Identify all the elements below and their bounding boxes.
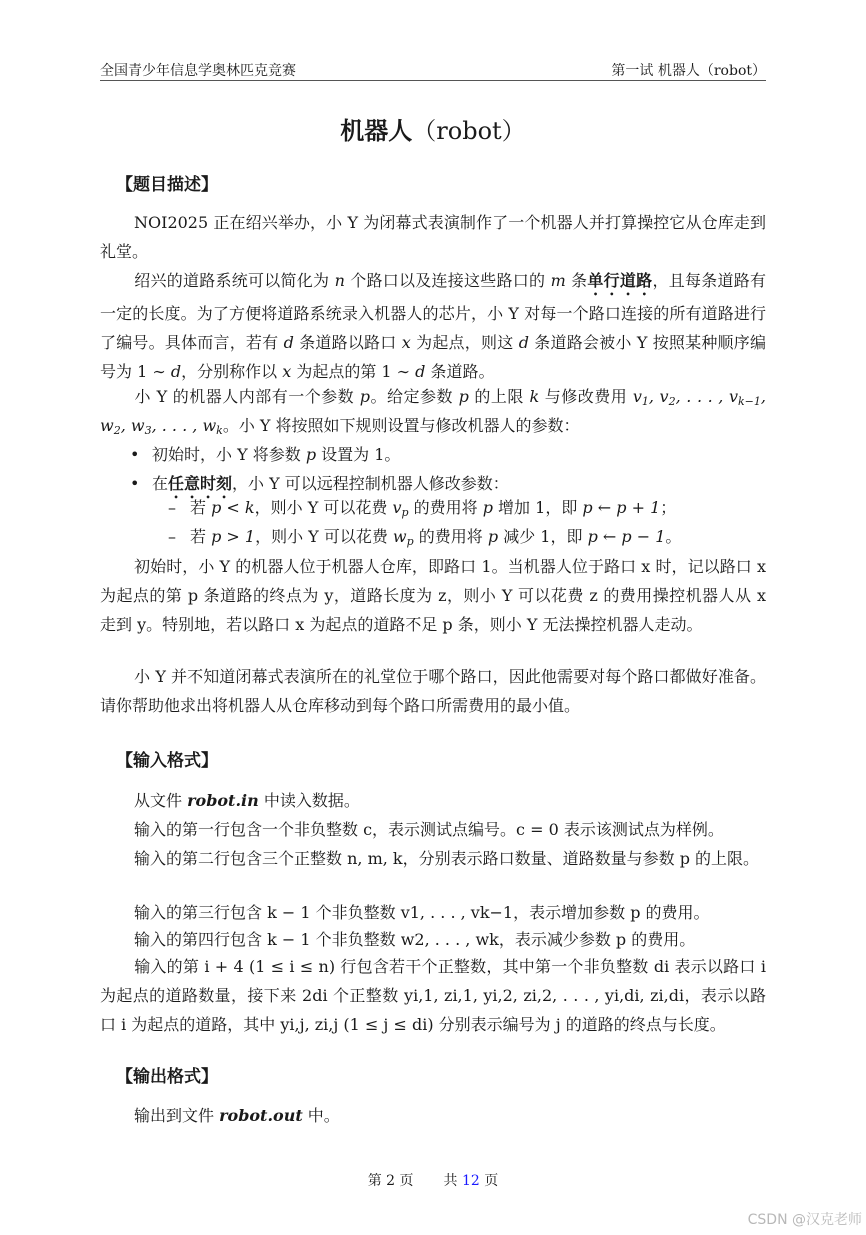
list-item: • 在任意时刻，小 Y 可以远程控制机器人修改参数：	[130, 474, 509, 493]
title-chinese: 机器人	[340, 116, 413, 145]
header-contest-name: 全国青少年信息学奥林匹克竞赛	[100, 63, 296, 79]
csdn-watermark: CSDN @汉克老师	[747, 1212, 862, 1228]
input-line-1: 从文件 robot.in 中读入数据。	[134, 791, 360, 810]
description-paragraph-4: 初始时，小 Y 的机器人位于机器人仓库，即路口 1。当机器人位于路口 x 时，记以路口 x 为起点的第 p 条道路的终点为 y，道路长度为 z，则小 Y 可以花费 z 的费用操控机器人从 x 走到 y。特别地，若以路口 x 为起点的道路不足 p 条，则小 Y 无法操控机器人走动。	[100, 557, 766, 634]
total-pages-link[interactable]: 12	[462, 1173, 480, 1189]
input-line-3: 输入的第二行包含三个正整数 n, m, k，分别表示路口数量、道路数量与参数 p 的上限。	[134, 849, 760, 868]
current-page-number: 2	[386, 1173, 396, 1189]
emphasis-any-time: 任意时刻	[168, 474, 233, 493]
section-heading-description: 【题目描述】	[116, 175, 218, 195]
page-footer: 第 2 页 共 12 页	[367, 1173, 499, 1189]
output-filename: robot.out	[219, 1106, 303, 1125]
rules-sublist	[168, 493, 766, 551]
emphasis-one-way-roads: 单行道路	[587, 271, 653, 290]
list-item: – 若 p > 1，则小 Y 可以花费 $w_p$ 的费用将 p 减少 1，即 p ← p − 1。	[168, 527, 682, 548]
description-paragraph-5: 小 Y 并不知道闭幕式表演所在的礼堂位于哪个路口，因此他需要对每个路口都做好准备。请你帮助他求出将机器人从仓库移动到每个路口所需费用的最小值。	[100, 667, 766, 715]
section-heading-output: 【输出格式】	[116, 1067, 218, 1087]
header-problem-name: 第一试 机器人（robot）	[611, 63, 766, 79]
description-paragraph-2: 绍兴的道路系统可以简化为 n 个路口以及连接这些路口的 m 条单行道路，且每条道路有一定的长度。为了方便将道路系统录入机器人的芯片，小 Y 对每一个路口连接的所有道路进行了编号。具体而言，若有 d 条道路以路口 x 为起点，则这 d 条道路会被小 Y 按照某种顺序编号为 1 ∼ d，分别称作以 x 为起点的第 1 ∼ d 条道路。	[100, 271, 766, 381]
section-heading-input: 【输入格式】	[116, 751, 218, 771]
running-header	[100, 60, 766, 82]
input-line-6: 输入的第 i + 4 (1 ≤ i ≤ n) 行包含若干个正整数，其中第一个非负整数 di 表示以路口 i 为起点的道路数量，接下来 2di 个正整数 yi,1, zi,1, yi,2, zi,2, . . . , yi,di, zi,di，表示以路口 i 为起点的道路，其中 yi,j, zi,j (1 ≤ j ≤ di) 分别表示编号为 j 的道路的终点与长度。	[100, 957, 766, 1034]
input-line-5: 输入的第四行包含 k − 1 个非负整数 w2, . . . , wk，表示减少参数 p 的费用。	[134, 930, 696, 949]
list-item: • 初始时，小 Y 将参数 p 设置为 1。	[130, 445, 401, 464]
title-latin: （robot）	[412, 117, 526, 145]
description-paragraph-3: 小 Y 的机器人内部有一个参数 p。给定参数 p 的上限 k 与修改费用 $v_1$, $v_2$, . . . , $v_{k-1}$, $w_2$, $w_3$, . . . , $w_k$。小 Y 将按照如下规则设置与修改机器人的参数：	[100, 387, 766, 437]
output-line-1: 输出到文件 robot.out 中。	[134, 1106, 340, 1125]
input-filename: robot.in	[187, 791, 259, 810]
input-line-2: 输入的第一行包含一个非负整数 c，表示测试点编号。c = 0 表示该测试点为样例。	[134, 820, 724, 839]
page-title	[0, 113, 866, 149]
list-item: – 若 p < k，则小 Y 可以花费 $v_p$ 的费用将 p 增加 1，即 p ← p + 1；	[168, 498, 677, 519]
header-rule	[100, 80, 766, 81]
description-paragraph-1: NOI2025 正在绍兴举办，小 Y 为闭幕式表演制作了一个机器人并打算操控它从仓库走到礼堂。	[100, 213, 766, 261]
input-line-4: 输入的第三行包含 k − 1 个非负整数 v1, . . . , vk−1，表示增加参数 p 的费用。	[134, 903, 710, 922]
